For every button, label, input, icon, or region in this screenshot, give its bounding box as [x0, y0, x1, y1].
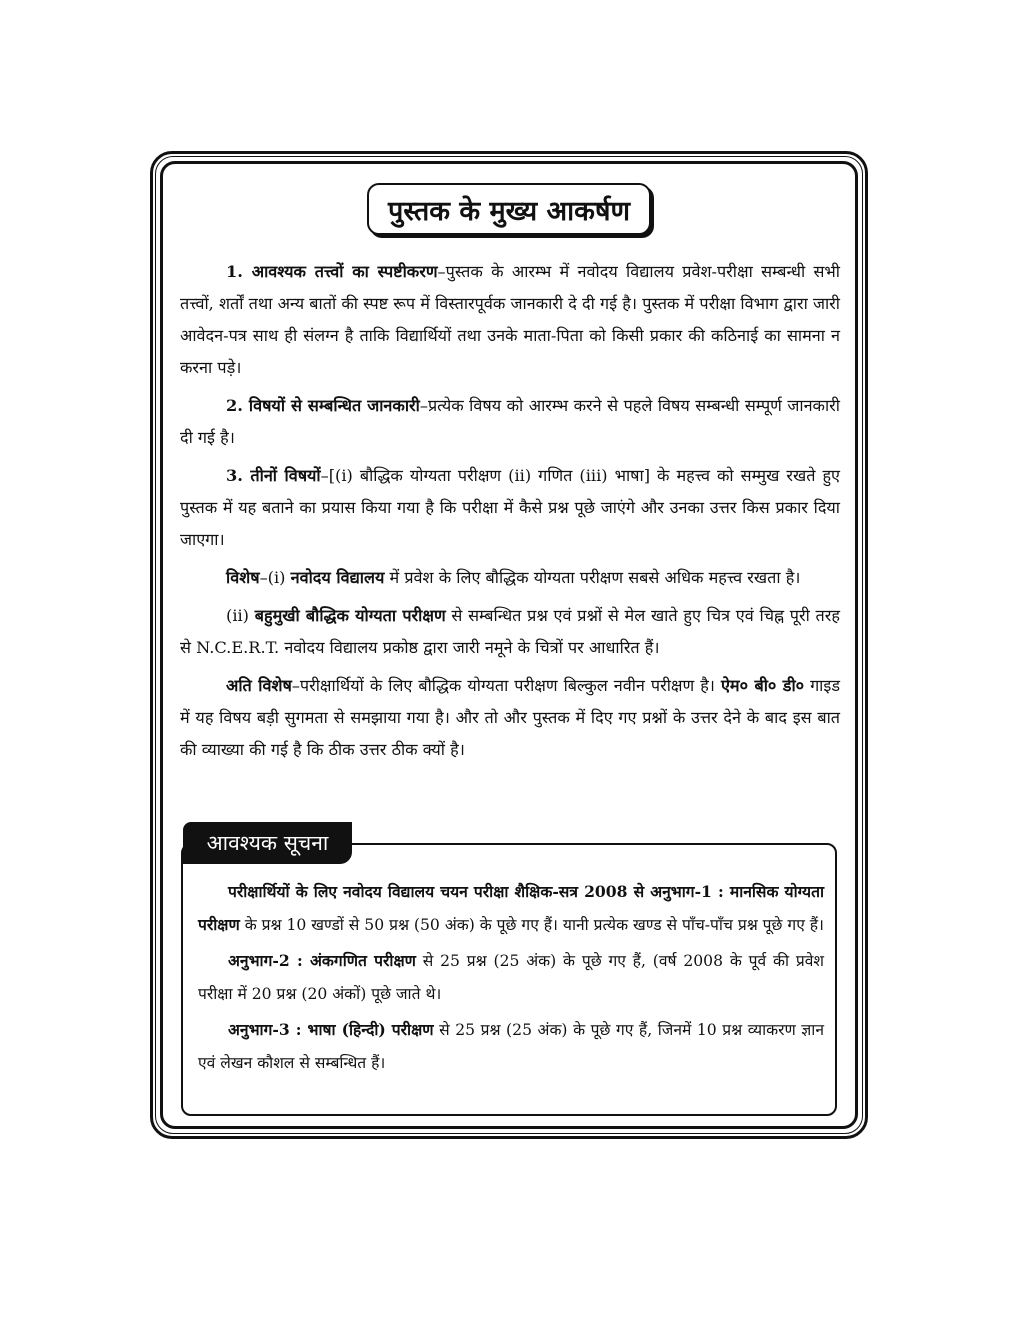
paragraph-very-special	[180, 670, 840, 766]
paragraph-special	[180, 562, 840, 594]
notice-content	[198, 876, 824, 1083]
notice-heading: आवश्यक सूचना	[183, 822, 352, 864]
notice-paragraph-1	[198, 876, 824, 941]
paragraph-text: से सम्बन्धित प्रश्न एवं प्रश्नों से मेल खाते हुए चित्र एवं चिह्न पूरी तरह से N.C.E.R.T. नवोदय विद्यालय प्रकोष्ठ द्वारा जारी नमूने के चित्रों पर आधारित हैं।	[180, 606, 840, 657]
notice-bold: परीक्षार्थियों के लिए नवोदय विद्यालय चयन परीक्षा शैक्षिक-सत्र 2008 से अनुभाग-1 : मानसिक योग्यता परीक्षण	[198, 882, 824, 934]
page-title: पुस्तक के मुख्य आकर्षण	[367, 183, 651, 235]
paragraph-text: –परीक्षार्थियों के लिए बौद्धिक योग्यता परीक्षण बिल्कुल नवीन परीक्षण है।	[291, 676, 721, 695]
paragraph-text: में प्रवेश के लिए बौद्धिक योग्यता परीक्षण सबसे अधिक महत्त्व रखता है।	[384, 568, 801, 587]
paragraph-bold: बहुमुखी बौद्धिक योग्यता परीक्षण	[254, 606, 446, 625]
paragraph-text: –[(i) बौद्धिक योग्यता परीक्षण (ii) गणित (iii) भाषा] के महत्त्व को सम्मुख रखते हुए पुस्तक में यह बताने का प्रयास किया गया है कि परीक्षा में कैसे प्रश्न पूछे जाएंगे और उनका उत्तर किस प्रकार दिया जाएगा।	[180, 466, 840, 549]
paragraph-text: –पुस्तक के आरम्भ में नवोदय विद्यालय प्रवेश-परीक्षा सम्बन्धी सभी तत्त्वों, शर्तों तथा अन्य बातों की स्पष्ट रूप में विस्तारपूर्वक जानकारी दे दी गई है। पुस्तक में परीक्षा विभाग द्वारा जारी आवेदन-पत्र साथ ही संलग्न है ताकि विद्यार्थियों तथा उनके माता-पिता को किसी प्रकार की कठिनाई का सामना न करना पड़े।	[180, 262, 840, 377]
paragraph-bold: नवोदय विद्यालय	[290, 568, 385, 587]
paragraph-text-2: गाइड में यह विषय बड़ी सुगमता से समझाया गया है। और तो और पुस्तक में दिए गए प्रश्नों के उत्तर देने के बाद इस बात की व्याख्या की गई है कि ठीक उत्तर ठीक क्यों है।	[180, 676, 840, 759]
paragraph-3	[180, 460, 840, 556]
paragraph-prefix: (ii)	[226, 606, 255, 625]
main-content	[180, 256, 840, 772]
notice-paragraph-3	[198, 1014, 824, 1079]
paragraph-lead: विशेष	[226, 568, 260, 587]
paragraph-special-ii	[180, 600, 840, 664]
paragraph-mid: –(i)	[259, 568, 291, 587]
paragraph-1	[180, 256, 840, 384]
notice-bold: अनुभाग-3 : भाषा (हिन्दी) परीक्षण	[228, 1020, 434, 1039]
notice-bold: अनुभाग-2 : अंकगणित परीक्षण	[228, 951, 416, 970]
paragraph-lead: अति विशेष	[226, 676, 292, 695]
paragraph-2	[180, 390, 840, 454]
paragraph-lead: 3. तीनों विषयों	[226, 466, 321, 485]
notice-text: से 25 प्रश्न (25 अंक) के पूछे गए हैं, (वर्ष 2008 के पूर्व की प्रवेश परीक्षा में 20 प्रश्न (20 अंकों) पूछे जाते थे।	[198, 952, 824, 1003]
paragraph-lead: 1. आवश्यक तत्त्वों का स्पष्टीकरण	[226, 262, 438, 281]
notice-text: से 25 प्रश्न (25 अंक) के पूछे गए हैं, जिनमें 10 प्रश्न व्याकरण ज्ञान एवं लेखन कौशल से सम्बन्धित हैं।	[198, 1021, 824, 1072]
paragraph-lead: 2. विषयों से सम्बन्धित जानकारी	[226, 396, 420, 415]
paragraph-text: –प्रत्येक विषय को आरम्भ करने से पहले विषय सम्बन्धी सम्पूर्ण जानकारी दी गई है।	[180, 396, 840, 447]
notice-paragraph-2	[198, 945, 824, 1010]
notice-text: के प्रश्न 10 खण्डों से 50 प्रश्न (50 अंक) के पूछे गए हैं। यानी प्रत्येक खण्ड से पाँच-पाँच प्रश्न पूछे गए हैं।	[239, 915, 824, 934]
paragraph-bold: ऐम० बी० डी०	[720, 676, 805, 695]
